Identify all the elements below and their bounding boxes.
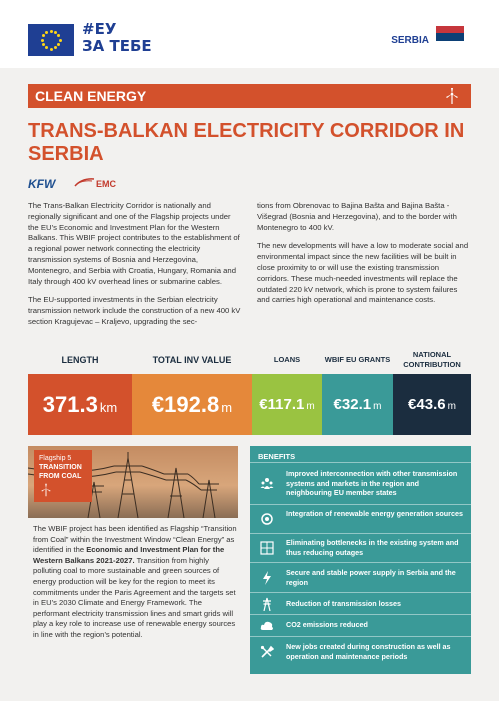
paragraph: The Trans-Balkan Electricity Corridor is nationally and regionally significant and one of the Flagship projects under the EU’s Economic and Investment Plan for the Western Balkans. This WBIF project contributes to the establishment of a regional power network connecting the electricity transmission systems of Bosnia and Herzegovina, Montenegro, and Serbia with Croatia, Hungary, Romania and Italy through 400 kV overhead lines or submarine cables. [28,201,240,286]
stat-grants [322,374,393,435]
flagship-text [33,524,237,641]
stat-unit: m [306,401,315,412]
text-column-left [28,201,242,336]
wind-turbine-icon [39,483,53,497]
paragraph: The EU-supported investments in the Serbian electricity transmission network include the construction of a new 400 kV section Kragujevac – Kraljevo, upgrading the sec- [28,295,241,326]
eu-star-icon [59,39,62,42]
power-pylon-icon [260,597,274,611]
stat-value: €117.1 [259,396,305,413]
benefit-text: Secure and stable power supply in Serbia and the region [286,568,456,587]
category-banner [28,84,471,108]
benefits-panel [250,446,471,674]
stat-value: €32.1 [333,396,372,413]
benefit-item [250,562,471,592]
stat-value: 371.3 [42,391,98,417]
tools-icon [260,645,274,659]
page-title: TRANS-BALKAN ELECTRICITY CORRIDOR IN SERBIA [28,120,465,165]
stat-label-loans: LOANS [273,355,301,364]
eu-star-icon [50,30,53,33]
flagship-title: TRANSITION [39,464,82,471]
eu-star-icon [45,31,48,34]
flagship-title-2: FROM COAL [39,473,82,480]
stat-unit: km [99,400,118,415]
brand-line2: ЗА ТЕБЕ [82,37,152,55]
emc-swoosh-icon [74,176,96,188]
stat-label-grants: WBIF EU GRANTS [324,355,391,364]
flagship-intro: The WBIF project has been identified as Flagship “Transition from Coal” within the Investment Window “Clean Energy” as identified in the [33,524,237,555]
stat-unit: m [447,401,456,412]
eu-star-icon [57,43,60,46]
country-label: SERBIA [391,35,429,46]
eu-star-icon [54,31,57,34]
benefit-item [250,614,471,636]
eu-flag-icon [28,24,74,56]
benefit-item [250,636,471,674]
emc-logo: EMC [96,179,116,189]
eu-star-icon [57,34,60,37]
serbia-flag-icon [436,26,464,48]
renewable-cycle-icon [260,512,274,526]
benefit-item [250,462,471,504]
eu-star-icon [50,48,53,51]
stat-label-length: LENGTH [61,355,99,365]
flagship-number: Flagship 5 [39,455,72,462]
stat-value: €43.6 [408,396,446,413]
stat-total [132,374,252,435]
category-label: CLEAN ENERGY [35,88,147,104]
paragraph: The new developments will have a low to moderate social and environmental impact since the new facilities will be built in close proximity to or will use the existing transmission corridors. These much-needed investments will replace the outdated 220 kV network, which is prone to system failures and carries high operational and maintenance costs. [257,241,469,305]
brand-logo [82,21,152,55]
eu-star-icon [42,34,45,37]
eu-star-icon [41,39,44,42]
grid-icon [260,541,274,555]
co2-cloud-icon [260,619,274,633]
eu-star-icon [54,46,57,49]
stat-national [393,374,471,435]
partner-logos [28,176,188,194]
text-column-right [257,201,471,314]
lightning-icon [260,571,274,585]
benefit-text: Improved interconnection with other transmission systems and markets in the region and neighbouring EU member states [286,469,458,497]
benefit-item [250,504,471,533]
flagship-rest: Transition from highly polluting coal to more sustainable and green sources of energy production will be key for the region to meet its commitments under the Paris Agreement and the targets set in EU’s 2030 Climate and Energy Framework. The performant electricity transmission lines and smart grids will play a key role to increase use of renewable energy sources in line with the region’s potential. [33,555,236,639]
stat-unit: m [373,401,382,412]
stat-label-national: NATIONAL CONTRIBUTION [403,350,461,369]
brand-line1: #ЕУ [82,20,117,38]
benefit-item [250,533,471,562]
header [0,0,499,68]
stat-unit: m [221,400,233,415]
benefit-text: Reduction of transmission losses [286,599,402,608]
benefit-text: Eliminating bottlenecks in the existing system and thus reducing outages [286,538,459,557]
benefits-heading: BENEFITS [258,452,296,461]
flagship-badge [34,450,92,502]
wind-turbine-icon [445,87,459,105]
paragraph: tions from Obrenovac to Bajina Bašta and Bajina Bašta - Višegrad (Bosnia and Herzegovina), and to the border with Montenegro to 400 kV. [257,201,457,232]
benefit-text: Integration of renewable energy generation sources [286,509,463,518]
flagship-plan-name: Economic and Investment Plan for the Western Balkans 2021-2027. [33,545,225,565]
kfw-logo: KFW [28,177,56,191]
benefit-text: CO2 emissions reduced [286,620,368,629]
eu-star-icon [42,43,45,46]
people-network-icon [260,476,274,490]
stat-loans [252,374,322,435]
eu-star-icon [45,46,48,49]
benefit-text: New jobs created during construction as well as operation and maintenance periods [286,642,451,661]
benefit-item [250,592,471,614]
stat-value: €192.8 [151,391,220,417]
stat-length [28,374,132,435]
stat-label-total: TOTAL INV VALUE [152,355,232,365]
